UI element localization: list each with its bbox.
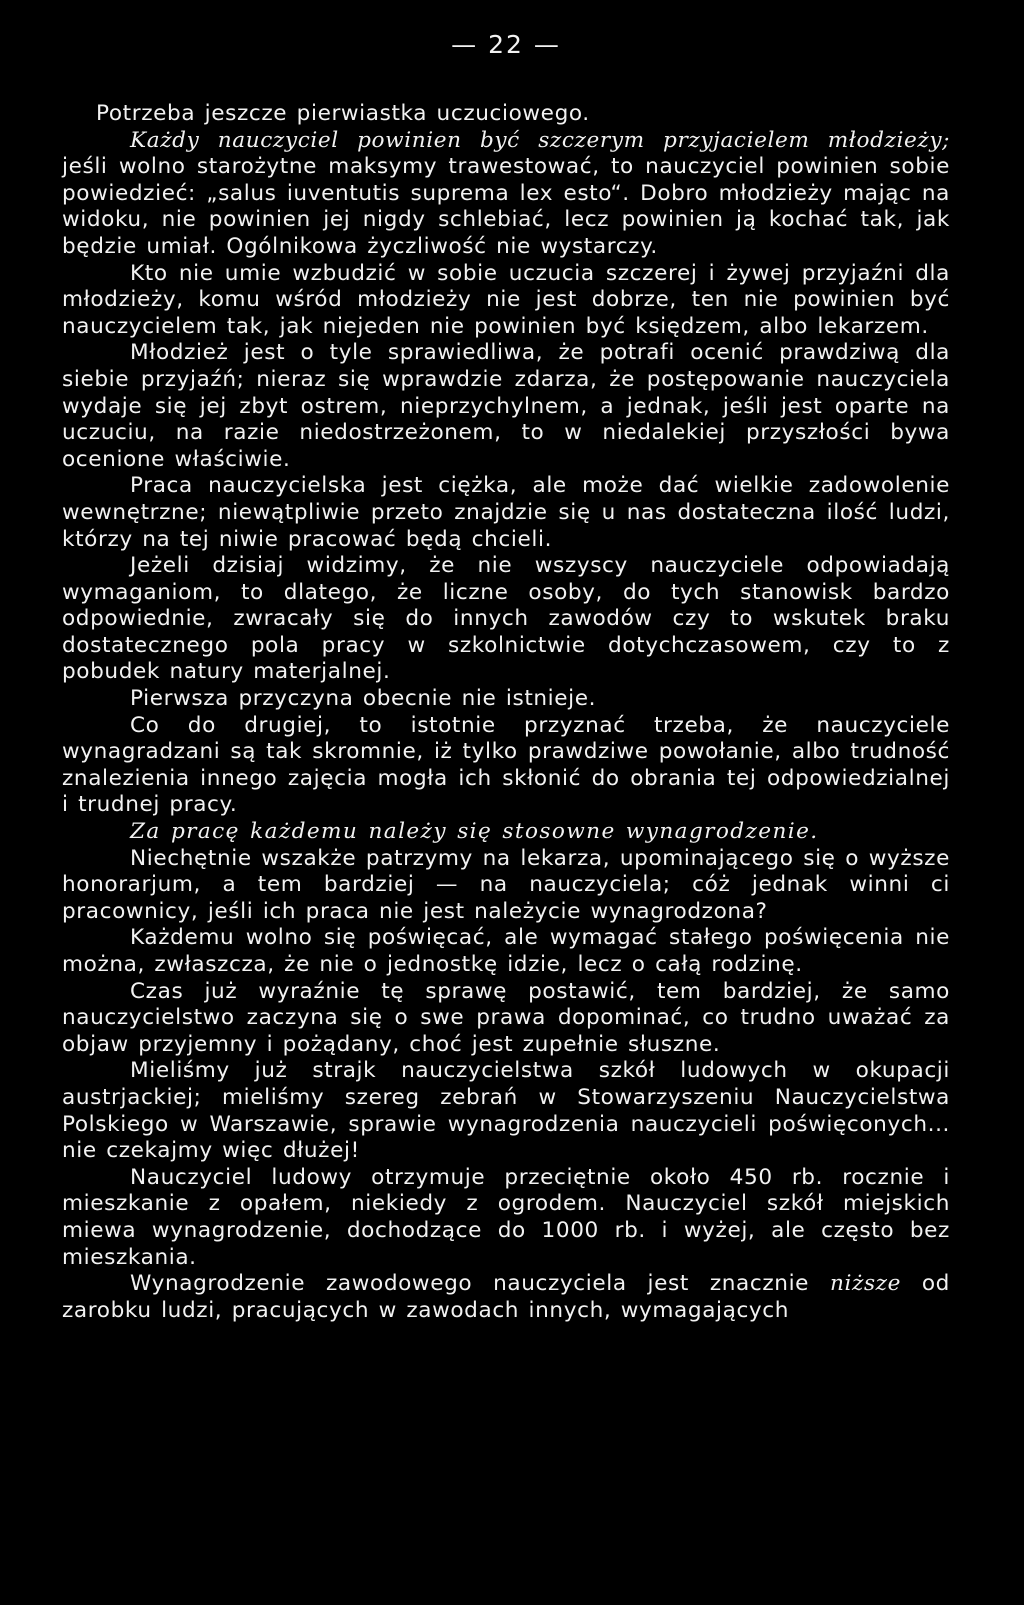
- text-run: Każdemu wolno się poświęcać, ale wymagać stałego poświęcenia nie można, zwłaszcza, że nie o jednostkę idzie, lecz o całą rodzinę.: [62, 925, 950, 977]
- paragraph: [62, 1058, 950, 1164]
- paragraph: [62, 819, 950, 846]
- text-run: Czas już wyraźnie tę sprawę postawić, tem bardziej, że samo nauczycielstwo zaczyna się o swe prawa dopominać, co trudno uważać za objaw przyjemny i pożądany, choć jest zupełnie słuszne.: [62, 978, 950, 1057]
- text-run: Wynagrodzenie zawodowego nauczyciela jest znacznie: [130, 1271, 830, 1297]
- paragraph: [62, 473, 950, 553]
- text-run: Jeżeli dzisiaj widzimy, że nie wszyscy nauczyciele odpowiadają wymaganiom, to dlatego, że liczne osoby, do tych stanowisk bardzo odpowiednie, zwracały się do innych zawodów czy to wskutek braku dostatecznego pola pracy w szkolnictwie dotychczasowem, czy to z pobudek natury materjalnej.: [62, 553, 950, 685]
- emphasized-text: Za pracę każdemu należy się stosowne wynagrodzenie.: [130, 819, 819, 845]
- text-run: Praca nauczycielska jest ciężka, ale może dać wielkie zadowolenie wewnętrzne; niewątpliwie przeto znajdzie się u nas dostateczna ilość ludzi, którzy na tej niwie pracować będą chcieli.: [62, 473, 950, 552]
- paragraph: [62, 925, 950, 978]
- paragraph: [62, 979, 950, 1059]
- text-run: od zarobku ludzi, pracujących w zawodach innych, wymagających: [62, 1271, 950, 1323]
- text-run: jeśli wolno starożytne maksymy trawestować, to nauczyciel powinien sobie powiedzieć: „salus iuventutis suprema lex esto“. Dobro młodzieży mając na widoku, nie powinien jej nigdy schlebiać, lecz powinien ją kochać tak, jak będzie umiał. Ogólnikowa życzliwość nie wystarczy.: [62, 154, 950, 259]
- emphasized-text: niższe: [829, 1271, 901, 1297]
- text-run: Potrzeba jeszcze pierwiastka uczuciowego.: [96, 101, 590, 126]
- paragraph: [62, 713, 950, 819]
- emphasized-text: Każdy nauczyciel powinien być szczerym przyjacielem młodzieży;: [130, 127, 950, 153]
- paragraph: [62, 340, 950, 473]
- paragraph: [62, 1165, 950, 1271]
- text-run: Pierwsza przyczyna obecnie nie istnieje.: [130, 686, 597, 712]
- text-run: Niechętnie wszakże patrzymy na lekarza, upominającego się o wyższe honorarjum, a tem bardziej — na nauczyciela; cóż jednak winni ci pracownicy, jeśli ich praca nie jest należycie wynagrodzona?: [62, 845, 950, 924]
- text-run: Kto nie umie wzbudzić w sobie uczucia szczerej i żywej przyjaźni dla młodzieży, komu wśród młodzieży nie jest dobrze, ten nie powinien być nauczycielem tak, jak niejeden nie powinien być księdzem, albo lekarzem.: [62, 260, 950, 339]
- paragraph: [62, 846, 950, 926]
- text-run: Mieliśmy już strajk nauczycielstwa szkół ludowych w okupacji austrjackiej; mieliśmy szereg zebrań w Stowarzyszeniu Nauczycielstwa Polskiego w Warszawie, sprawie wynagrodzenia nauczycieli poświęconych... nie czekajmy więc dłużej!: [62, 1058, 950, 1164]
- page-number: — 22 —: [451, 30, 561, 59]
- text-run: Młodzież jest o tyle sprawiedliwa, że potrafi ocenić prawdziwą dla siebie przyjaźń; nieraz się wprawdzie zdarza, że postępowanie nauczyciela wydaje się jej zbyt ostrem, nieprzychylnem, a jednak, jeśli jest oparte na uczuciu, na razie niedostrzeżonem, to w niedalekiej przyszłości bywa ocenione właściwie.: [62, 340, 950, 472]
- text-run: Co do drugiej, to istotnie przyznać trzeba, że nauczyciele wynagradzani są tak skromnie, iż tylko prawdziwe powołanie, albo trudność znalezienia innego zajęcia mogła ich skłonić do obrania tej odpowiedzialnej i trudnej pracy.: [62, 712, 950, 818]
- paragraph: [62, 261, 950, 341]
- paragraph: [62, 128, 950, 261]
- body-text: [62, 101, 950, 1324]
- paragraph: [62, 101, 950, 128]
- text-run: Nauczyciel ludowy otrzymuje przeciętnie około 450 rb. rocznie i mieszkanie z opałem, niekiedy z ogrodem. Nauczyciel szkół miejskich miewa wynagrodzenie, dochodzące do 1000 rb. i wyżej, ale często bez mieszkania.: [62, 1164, 950, 1270]
- paragraph: [62, 686, 950, 713]
- paragraph: [62, 553, 950, 686]
- paragraph: [62, 1271, 950, 1324]
